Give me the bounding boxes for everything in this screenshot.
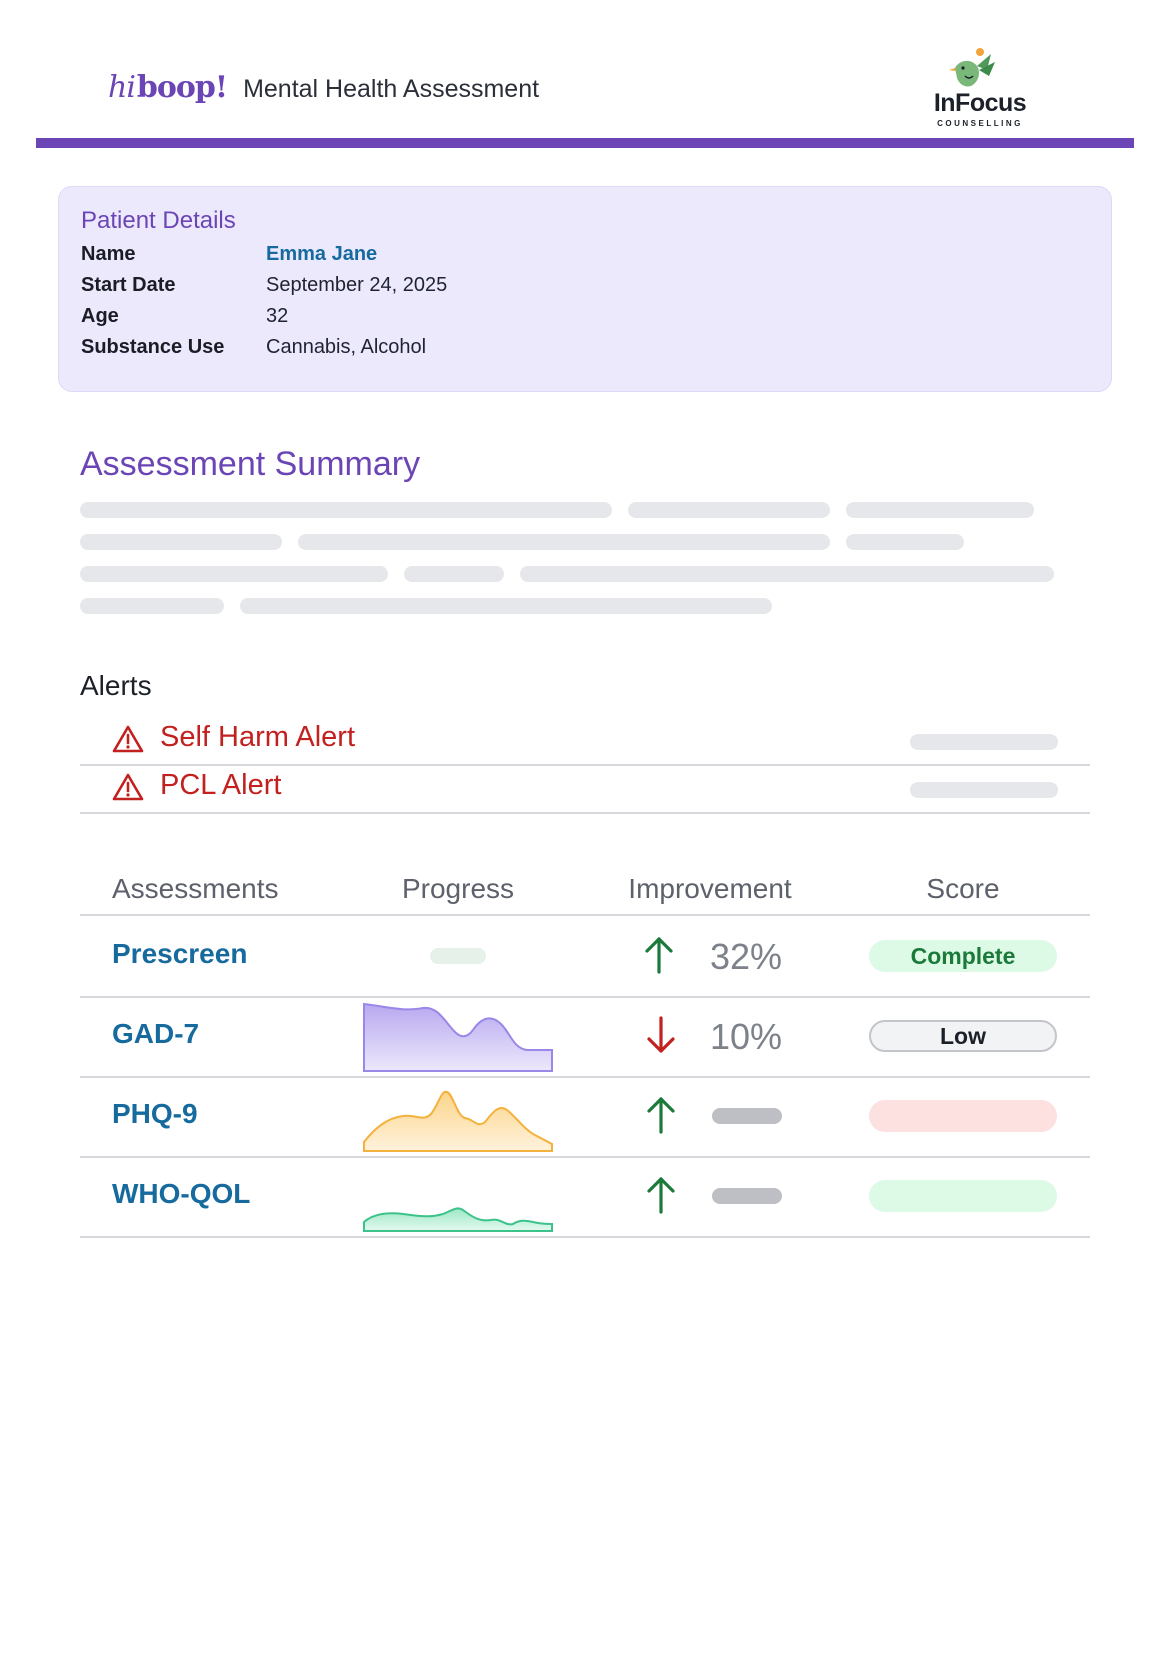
score-badge: Complete	[869, 940, 1057, 972]
assessment-name[interactable]: PHQ-9	[112, 1098, 198, 1129]
assessment-name[interactable]: WHO-QOL	[112, 1178, 251, 1209]
brand-boop-text: boop!	[136, 70, 228, 105]
bird-logo-icon	[925, 46, 1035, 92]
assessment-summary-title: Assessment Summary	[80, 445, 421, 483]
partner-subtitle: COUNSELLING	[937, 119, 1023, 128]
assessment-name[interactable]: Prescreen	[112, 938, 248, 969]
document-title: Mental Health Assessment	[243, 75, 540, 103]
substance-use-value: Cannabis, Alcohol	[266, 336, 427, 358]
improvement-value: 10%	[710, 1016, 783, 1057]
age-value: 32	[266, 305, 289, 327]
score-badge	[869, 1180, 1057, 1212]
text-placeholder-line	[80, 534, 282, 550]
progress-placeholder	[430, 948, 486, 964]
warning-icon	[112, 772, 144, 802]
improvement-placeholder	[712, 1188, 782, 1204]
brand-hi-text: hi	[108, 70, 135, 105]
page-header	[0, 0, 1166, 140]
arrow-up-icon	[643, 1174, 679, 1216]
alert-detail-placeholder	[910, 782, 1058, 798]
text-placeholder-line	[846, 534, 964, 550]
detail-label: Name	[81, 243, 136, 265]
text-placeholder-line	[628, 502, 830, 518]
improvement-value: 32%	[710, 936, 783, 977]
detail-label: Start Date	[81, 274, 176, 296]
progress-sparkline	[363, 1082, 553, 1152]
header-divider	[36, 138, 1134, 148]
text-placeholder-line	[404, 566, 504, 582]
table-row[interactable]	[80, 996, 1090, 1078]
table-row[interactable]	[80, 916, 1090, 998]
progress-sparkline	[363, 1002, 553, 1072]
table-row[interactable]	[80, 1156, 1090, 1238]
start-date-value: September 24, 2025	[266, 274, 448, 296]
arrow-up-icon	[643, 1094, 679, 1136]
patient-name: Emma Jane	[266, 243, 378, 265]
arrow-down-icon	[643, 1014, 679, 1056]
patient-details-card	[58, 186, 1112, 392]
text-placeholder-line	[846, 502, 1034, 518]
alerts-title: Alerts	[80, 670, 152, 701]
text-placeholder-line	[80, 598, 224, 614]
score-badge	[869, 1100, 1057, 1132]
partner-name: InFocus	[933, 89, 1027, 117]
text-placeholder-line	[80, 566, 388, 582]
column-header-improvement: Improvement	[628, 873, 792, 904]
alert-label: Self Harm Alert	[160, 721, 355, 753]
brand-logo	[108, 70, 539, 105]
score-badge: Low	[869, 1020, 1057, 1052]
text-placeholder-line	[298, 534, 830, 550]
table-row[interactable]	[80, 1076, 1090, 1158]
improvement-placeholder	[712, 1108, 782, 1124]
progress-sparkline	[363, 1162, 553, 1232]
column-header-score: Score	[926, 873, 1000, 904]
column-header-progress: Progress	[401, 873, 515, 904]
warning-icon	[112, 724, 144, 754]
arrow-up-icon	[641, 934, 677, 976]
alert-item[interactable]	[80, 764, 1090, 814]
detail-label: Age	[81, 305, 119, 327]
partner-logo	[925, 46, 1035, 126]
alert-item[interactable]	[80, 716, 1090, 766]
text-placeholder-line	[80, 502, 612, 518]
alert-detail-placeholder	[910, 734, 1058, 750]
patient-details-title: Patient Details	[81, 207, 236, 234]
alert-label: PCL Alert	[160, 769, 282, 801]
detail-label: Substance Use	[81, 336, 225, 358]
text-placeholder-line	[520, 566, 1054, 582]
text-placeholder-line	[240, 598, 772, 614]
assessment-name[interactable]: GAD-7	[112, 1018, 200, 1049]
column-header-assessments: Assessments	[112, 873, 279, 904]
